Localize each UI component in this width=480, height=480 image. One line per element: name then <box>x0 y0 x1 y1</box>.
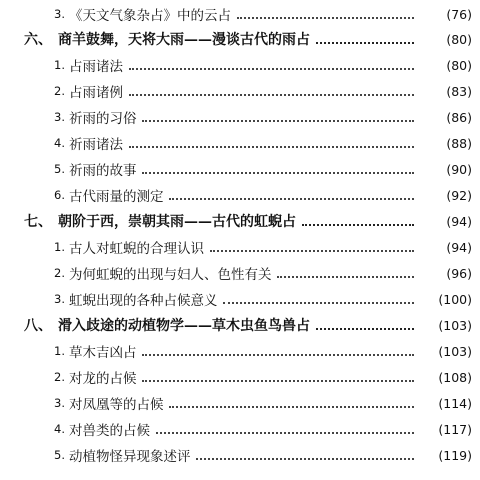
toc-entry <box>0 287 480 311</box>
dot-leader <box>302 223 414 226</box>
entry-page: (96) <box>446 265 472 281</box>
dot-leader <box>129 93 414 96</box>
toc-entry <box>0 2 480 26</box>
chapter-number: 六、 <box>24 32 52 48</box>
entry-title: 占雨诸法 <box>68 59 123 75</box>
entry-page: (114) <box>438 395 472 411</box>
dot-leader <box>129 67 414 70</box>
entry-number: 1. <box>54 344 65 358</box>
toc-entry <box>0 391 480 415</box>
dot-leader <box>142 379 414 382</box>
dot-leader <box>169 197 414 200</box>
entry-page: (103) <box>438 343 472 359</box>
entry-page: (119) <box>438 447 472 463</box>
entry-number: 3. <box>54 292 65 306</box>
entry-number: 3. <box>54 7 65 21</box>
entry-number: 5. <box>54 448 65 462</box>
chapter-page: (80) <box>446 31 472 47</box>
dot-leader <box>129 145 414 148</box>
entry-number: 4. <box>54 136 65 150</box>
toc-entry <box>0 79 480 103</box>
entry-page: (86) <box>446 109 472 125</box>
chapter-title: 商羊鼓舞，天将大雨——漫谈古代的雨占 <box>58 32 310 48</box>
entry-number: 2. <box>54 266 65 280</box>
entry-page: (94) <box>446 239 472 255</box>
entry-title: 对凤凰等的占候 <box>68 397 164 413</box>
chapter-number: 七、 <box>24 214 52 230</box>
toc-entry <box>0 417 480 441</box>
entry-number: 3. <box>54 396 65 410</box>
entry-title: 动植物怪异现象述评 <box>68 449 191 465</box>
dot-leader <box>142 119 414 122</box>
chapter-title: 朝阶于西，崇朝其雨——古代的虹蜺占 <box>58 214 296 230</box>
dot-leader <box>316 41 414 44</box>
dot-leader <box>169 405 414 408</box>
entry-page: (90) <box>446 161 472 177</box>
entry-page: (88) <box>446 135 472 151</box>
chapter-number: 八、 <box>24 318 52 334</box>
entry-number: 3. <box>54 110 65 124</box>
dot-leader <box>223 301 414 304</box>
dot-leader <box>237 16 414 19</box>
toc-entry <box>0 261 480 285</box>
entry-page: (80) <box>446 57 472 73</box>
entry-title: 祈雨的习俗 <box>68 111 137 127</box>
entry-number: 1. <box>54 58 65 72</box>
entry-title: 对龙的占候 <box>68 371 137 387</box>
entry-title: 占雨诸例 <box>68 85 123 101</box>
entry-title: 古代雨量的测定 <box>68 189 164 205</box>
toc-entry <box>0 443 480 467</box>
toc-chapter <box>0 313 480 337</box>
toc-entry <box>0 131 480 155</box>
entry-page: (100) <box>438 291 472 307</box>
dot-leader <box>156 431 414 434</box>
dot-leader <box>210 249 414 252</box>
toc-entry <box>0 235 480 259</box>
entry-title: 为何虹蜺的出现与妇人、色性有关 <box>68 267 272 283</box>
dot-leader <box>316 327 414 330</box>
toc-entry <box>0 339 480 363</box>
entry-number: 1. <box>54 240 65 254</box>
toc-chapter <box>0 27 480 51</box>
entry-page: (76) <box>446 6 472 22</box>
chapter-page: (103) <box>438 317 472 333</box>
toc-entry <box>0 365 480 389</box>
entry-title: 《天文气象杂占》中的云占 <box>68 8 231 24</box>
entry-number: 6. <box>54 188 65 202</box>
chapter-title: 滑入歧途的动植物学——草木虫鱼鸟兽占 <box>58 318 310 334</box>
dot-leader <box>277 275 414 278</box>
toc-entry <box>0 157 480 181</box>
toc-entry <box>0 105 480 129</box>
toc-entry <box>0 183 480 207</box>
entry-title: 对兽类的占候 <box>68 423 150 439</box>
chapter-page: (94) <box>446 213 472 229</box>
entry-title: 草木吉凶占 <box>68 345 137 361</box>
entry-page: (117) <box>438 421 472 437</box>
entry-page: (92) <box>446 187 472 203</box>
entry-number: 4. <box>54 422 65 436</box>
entry-page: (83) <box>446 83 472 99</box>
dot-leader <box>142 171 414 174</box>
toc-entry <box>0 53 480 77</box>
dot-leader <box>196 457 414 460</box>
entry-title: 祈雨诸法 <box>68 137 123 153</box>
entry-number: 5. <box>54 162 65 176</box>
entry-number: 2. <box>54 370 65 384</box>
toc-chapter <box>0 209 480 233</box>
entry-page: (108) <box>438 369 472 385</box>
dot-leader <box>142 353 414 356</box>
entry-title: 古人对虹蜺的合理认识 <box>68 241 204 257</box>
entry-number: 2. <box>54 84 65 98</box>
entry-title: 虹蜺出现的各种占候意义 <box>68 293 218 309</box>
entry-title: 祈雨的故事 <box>68 163 137 179</box>
